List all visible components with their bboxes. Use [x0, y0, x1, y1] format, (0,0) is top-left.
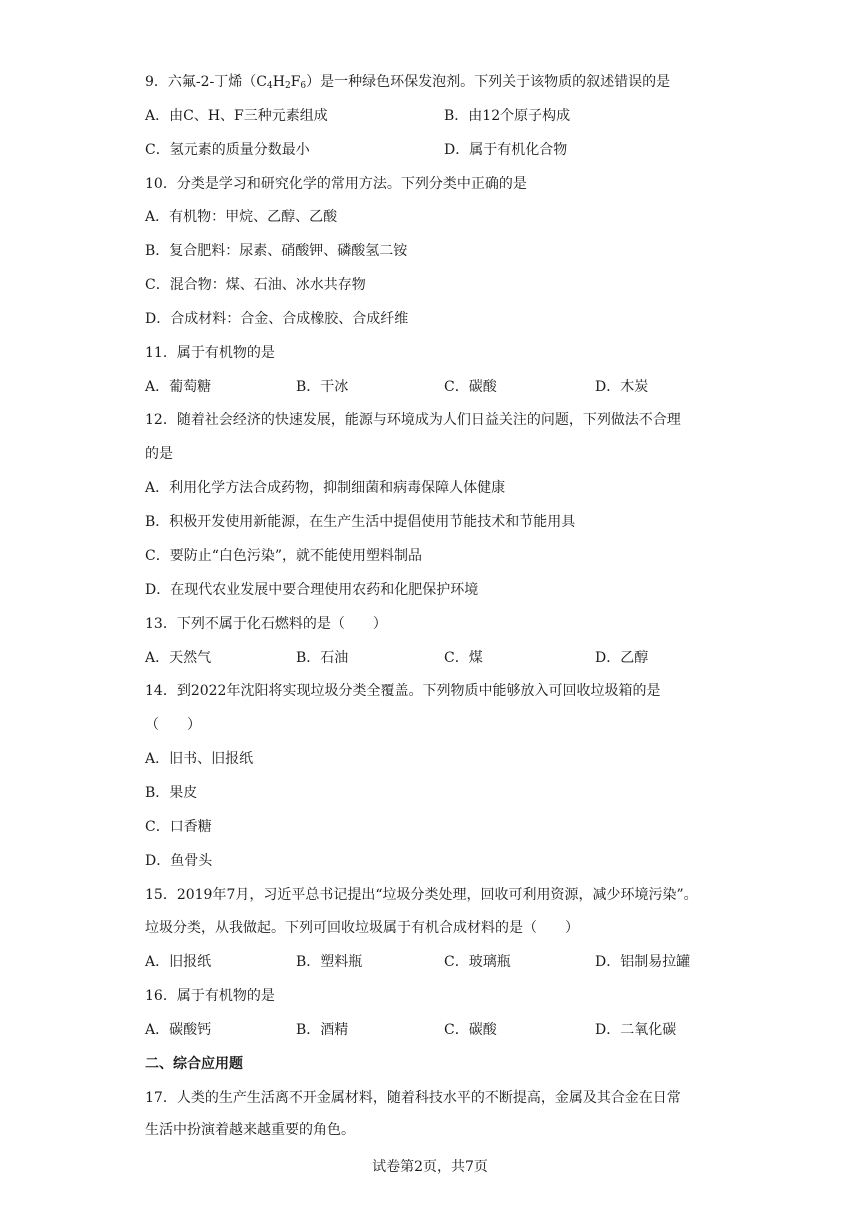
- question-15-option-c: C．玻璃瓶: [444, 954, 511, 970]
- question-11-option-a: A．葡萄糖: [145, 379, 212, 395]
- question-16-option-d: D．二氧化碳: [595, 1022, 677, 1038]
- question-11-stem: 11．属于有机物的是: [145, 345, 275, 361]
- question-16-stem: 16．属于有机物的是: [145, 988, 275, 1004]
- question-13-stem: 13．下列不属于化石燃料的是（ ）: [145, 616, 387, 632]
- question-12-stem-line2: 的是: [145, 446, 173, 462]
- question-10-option-d: D．合成材料：合金、合成橡胶、合成纤维: [145, 311, 409, 327]
- question-16-option-b: B．酒精: [296, 1022, 349, 1038]
- question-11-option-d: D．木炭: [595, 379, 649, 395]
- question-15-option-d: D．铝制易拉罐: [595, 954, 691, 970]
- page-footer: 试卷第2页，共7页: [372, 1159, 488, 1175]
- question-14-stem-line2: （ ）: [145, 717, 201, 733]
- question-16-option-a: A．碳酸钙: [145, 1022, 212, 1038]
- question-9-stem: 9．六氟-2-丁烯$(C_4H_2F_6)$是一种绿色环保发泡剂。下列关于该物质的叙述错误的是: [145, 74, 671, 91]
- question-15-stem-line1: 15．2019年7月，习近平总书记提出“垃圾分类处理，回收可利用资源，减少环境污染”。: [145, 887, 698, 903]
- question-14-stem-line1: 14．到2022年沈阳将实现垃圾分类全覆盖。下列物质中能够放入可回收垃圾箱的是: [145, 683, 661, 699]
- question-13-option-a: A．天然气: [145, 650, 212, 666]
- question-14-option-d: D．鱼骨头: [145, 853, 213, 869]
- question-14-option-b: B．果皮: [145, 785, 198, 801]
- question-15-stem-line2: 垃圾分类，从我做起。下列可回收垃圾属于有机合成材料的是（ ）: [145, 920, 579, 936]
- question-9-option-d: D．属于有机化合物: [444, 142, 568, 158]
- question-14-option-a: A．旧书、旧报纸: [145, 751, 254, 767]
- question-10-stem: 10．分类是学习和研究化学的常用方法。下列分类中正确的是: [145, 176, 527, 192]
- question-13-option-d: D．乙醇: [595, 650, 649, 666]
- question-9-option-b: B．由12个原子构成: [444, 108, 571, 124]
- question-11-option-c: C．碳酸: [444, 379, 497, 395]
- question-15-option-b: B．塑料瓶: [296, 954, 363, 970]
- section-heading: 二、综合应用题: [145, 1056, 243, 1072]
- question-12-option-c: C．要防止“白色污染”，就不能使用塑料制品: [145, 548, 423, 564]
- question-16-option-c: C．碳酸: [444, 1022, 497, 1038]
- question-10-option-a: A．有机物：甲烷、乙醇、乙酸: [145, 209, 338, 225]
- question-12-option-b: B．积极开发使用新能源，在生产生活中提倡使用节能技术和节能用具: [145, 514, 576, 530]
- question-14-option-c: C．口香糖: [145, 819, 212, 835]
- question-13-option-b: B．石油: [296, 650, 349, 666]
- question-10-option-b: B．复合肥料：尿素、硝酸钾、磷酸氢二铵: [145, 243, 408, 259]
- question-17-stem-line2: 生活中扮演着越来越重要的角色。: [145, 1122, 355, 1138]
- question-12-stem-line1: 12．随着社会经济的快速发展，能源与环境成为人们日益关注的问题，下列做法不合理: [145, 412, 681, 428]
- question-10-option-c: C．混合物：煤、石油、冰水共存物: [145, 277, 366, 293]
- question-9-option-c: C．氢元素的质量分数最小: [145, 142, 310, 158]
- question-12-option-d: D．在现代农业发展中要合理使用农药和化肥保护环境: [145, 582, 479, 598]
- question-9-option-a: A．由C、H、F三种元素组成: [145, 108, 328, 124]
- question-17-stem-line1: 17．人类的生产生活离不开金属材料，随着科技水平的不断提高，金属及其合金在日常: [145, 1090, 681, 1106]
- question-15-option-a: A．旧报纸: [145, 954, 212, 970]
- question-11-option-b: B．干冰: [296, 379, 349, 395]
- question-12-option-a: A．利用化学方法合成药物，抑制细菌和病毒保障人体健康: [145, 480, 506, 496]
- question-13-option-c: C．煤: [444, 650, 483, 666]
